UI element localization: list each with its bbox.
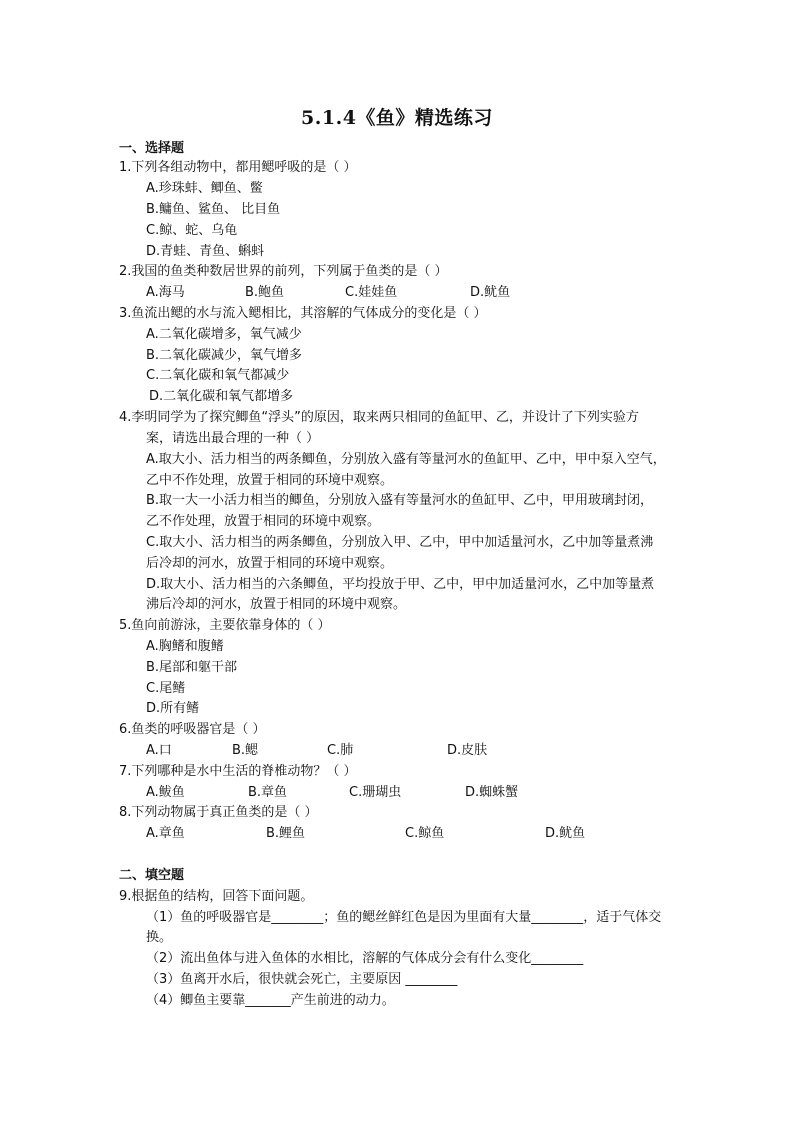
question-9-part-1-line-2: 换。 <box>146 930 173 945</box>
question-8-option-c: C.鲸鱼 <box>405 826 445 841</box>
question-8-option-a: A.章鱼 <box>146 826 185 841</box>
question-5-option-a: A.胸鳍和腹鳍 <box>146 639 224 654</box>
question-2-stem: 2.我国的鱼类种数居世界的前列，下列属于鱼类的是（ ） <box>119 264 448 279</box>
question-4-option-d-line-1: D.取大小、活力相当的六条鲫鱼，平均投放于甲、乙中，甲中加适量河水，乙中加等量煮 <box>146 577 655 592</box>
question-1-option-d: D.青蛙、青鱼、蝌蚪 <box>146 244 265 259</box>
question-4-option-a-line-1: A.取大小、活力相当的两条鲫鱼，分别放入盛有等量河水的鱼缸甲、乙中，甲中泵入空气， <box>146 452 666 467</box>
question-4-stem-line-1: 4.李明同学为了探究鲫鱼“浮头”的原因，取来两只相同的鱼缸甲、乙，并设计了下列实验方 <box>119 410 639 425</box>
question-5-option-c: C.尾鳍 <box>146 681 186 696</box>
question-6-option-c: C.肺 <box>327 743 354 758</box>
question-4-stem-line-2: 案，请选出最合理的一种（ ） <box>146 431 320 446</box>
question-1-option-b: B.鳙鱼、鲨鱼、 比目鱼 <box>146 202 281 217</box>
question-2-option-b: B.鲍鱼 <box>245 285 285 300</box>
question-6-option-a: A.口 <box>146 743 172 758</box>
question-4-option-b-line-1: B.取一大一小活力相当的鲫鱼，分别放入盛有等量河水的鱼缸甲、乙中，甲用玻璃封闭， <box>146 493 654 508</box>
question-3-option-b: B.二氧化碳减少，氧气增多 <box>146 348 303 363</box>
question-2-option-a: A.海马 <box>146 285 185 300</box>
question-3-option-d: D.二氧化碳和氧气都增多 <box>149 389 294 404</box>
question-8-option-b: B.鲤鱼 <box>266 826 306 841</box>
question-1-option-c: C.鲸、蛇、乌龟 <box>146 223 238 238</box>
page-title: 5.1.4《鱼》精选练习 <box>301 107 493 129</box>
section-heading-choice: 一、选择题 <box>119 141 185 156</box>
question-5-option-b: B.尾部和躯干部 <box>146 660 238 675</box>
question-6-option-d: D.皮肤 <box>447 743 488 758</box>
question-8-stem: 8.下列动物属于真正鱼类的是（ ） <box>119 805 318 820</box>
question-9-part-3: （3）鱼离开水后，很快就会死亡，主要原因 ________ <box>146 972 458 987</box>
question-4-option-b-line-2: 乙不作处理，放置于相同的环境中观察。 <box>146 514 381 529</box>
question-3-option-a: A.二氧化碳增多，氧气减少 <box>146 327 302 342</box>
question-2-option-d: D.鱿鱼 <box>470 285 511 300</box>
question-4-option-c-line-2: 后冷却的河水，放置于相同的环境中观察。 <box>146 556 394 571</box>
question-7-option-a: A.鲅鱼 <box>146 785 185 800</box>
question-7-option-b: B.章鱼 <box>248 785 288 800</box>
question-7-option-d: D.蜘蛛蟹 <box>465 785 519 800</box>
question-4-option-c-line-1: C.取大小、活力相当的两条鲫鱼，分别放入甲、乙中，甲中加适量河水，乙中加等量煮沸 <box>146 535 654 550</box>
question-1-stem: 1.下列各组动物中，都用鳃呼吸的是（ ） <box>119 160 357 175</box>
question-7-option-c: C.珊瑚虫 <box>349 785 402 800</box>
question-9-stem: 9.根据鱼的结构，回答下面问题。 <box>119 889 314 904</box>
question-2-option-c: C.娃娃鱼 <box>345 285 398 300</box>
section-heading-fill-in: 二、填空题 <box>119 868 185 883</box>
question-5-option-d: D.所有鳍 <box>146 701 200 716</box>
question-8-option-d: D.鱿鱼 <box>545 826 586 841</box>
question-9-part-1-line-1: （1）鱼的呼吸器官是________；鱼的鳃丝鲜红色是因为里面有大量________，适于气体交 <box>146 910 662 925</box>
question-6-option-b: B.鳃 <box>232 743 259 758</box>
question-9-part-2: （2）流出鱼体与进入鱼体的水相比，溶解的气体成分会有什么变化________ <box>146 951 584 966</box>
question-4-option-d-line-2: 沸后冷却的河水，放置于相同的环境中观察。 <box>146 597 407 612</box>
question-9-part-4: （4）鲫鱼主要靠_______产生前进的动力。 <box>146 993 395 1008</box>
question-5-stem: 5.鱼向前游泳，主要依靠身体的（ ） <box>119 618 331 633</box>
question-4-option-a-line-2: 乙中不作处理，放置于相同的环境中观察。 <box>146 473 394 488</box>
question-3-stem: 3.鱼流出鳃的水与流入鳃相比，其溶解的气体成分的变化是（ ） <box>119 306 487 321</box>
question-7-stem: 7.下列哪种是水中生活的脊椎动物？（ ） <box>119 764 357 779</box>
question-6-stem: 6.鱼类的呼吸器官是（ ） <box>119 722 266 737</box>
question-3-option-c: C.二氧化碳和氧气都减少 <box>146 368 290 383</box>
question-1-option-a: A.珍珠蚌、鲫鱼、鳖 <box>146 181 263 196</box>
